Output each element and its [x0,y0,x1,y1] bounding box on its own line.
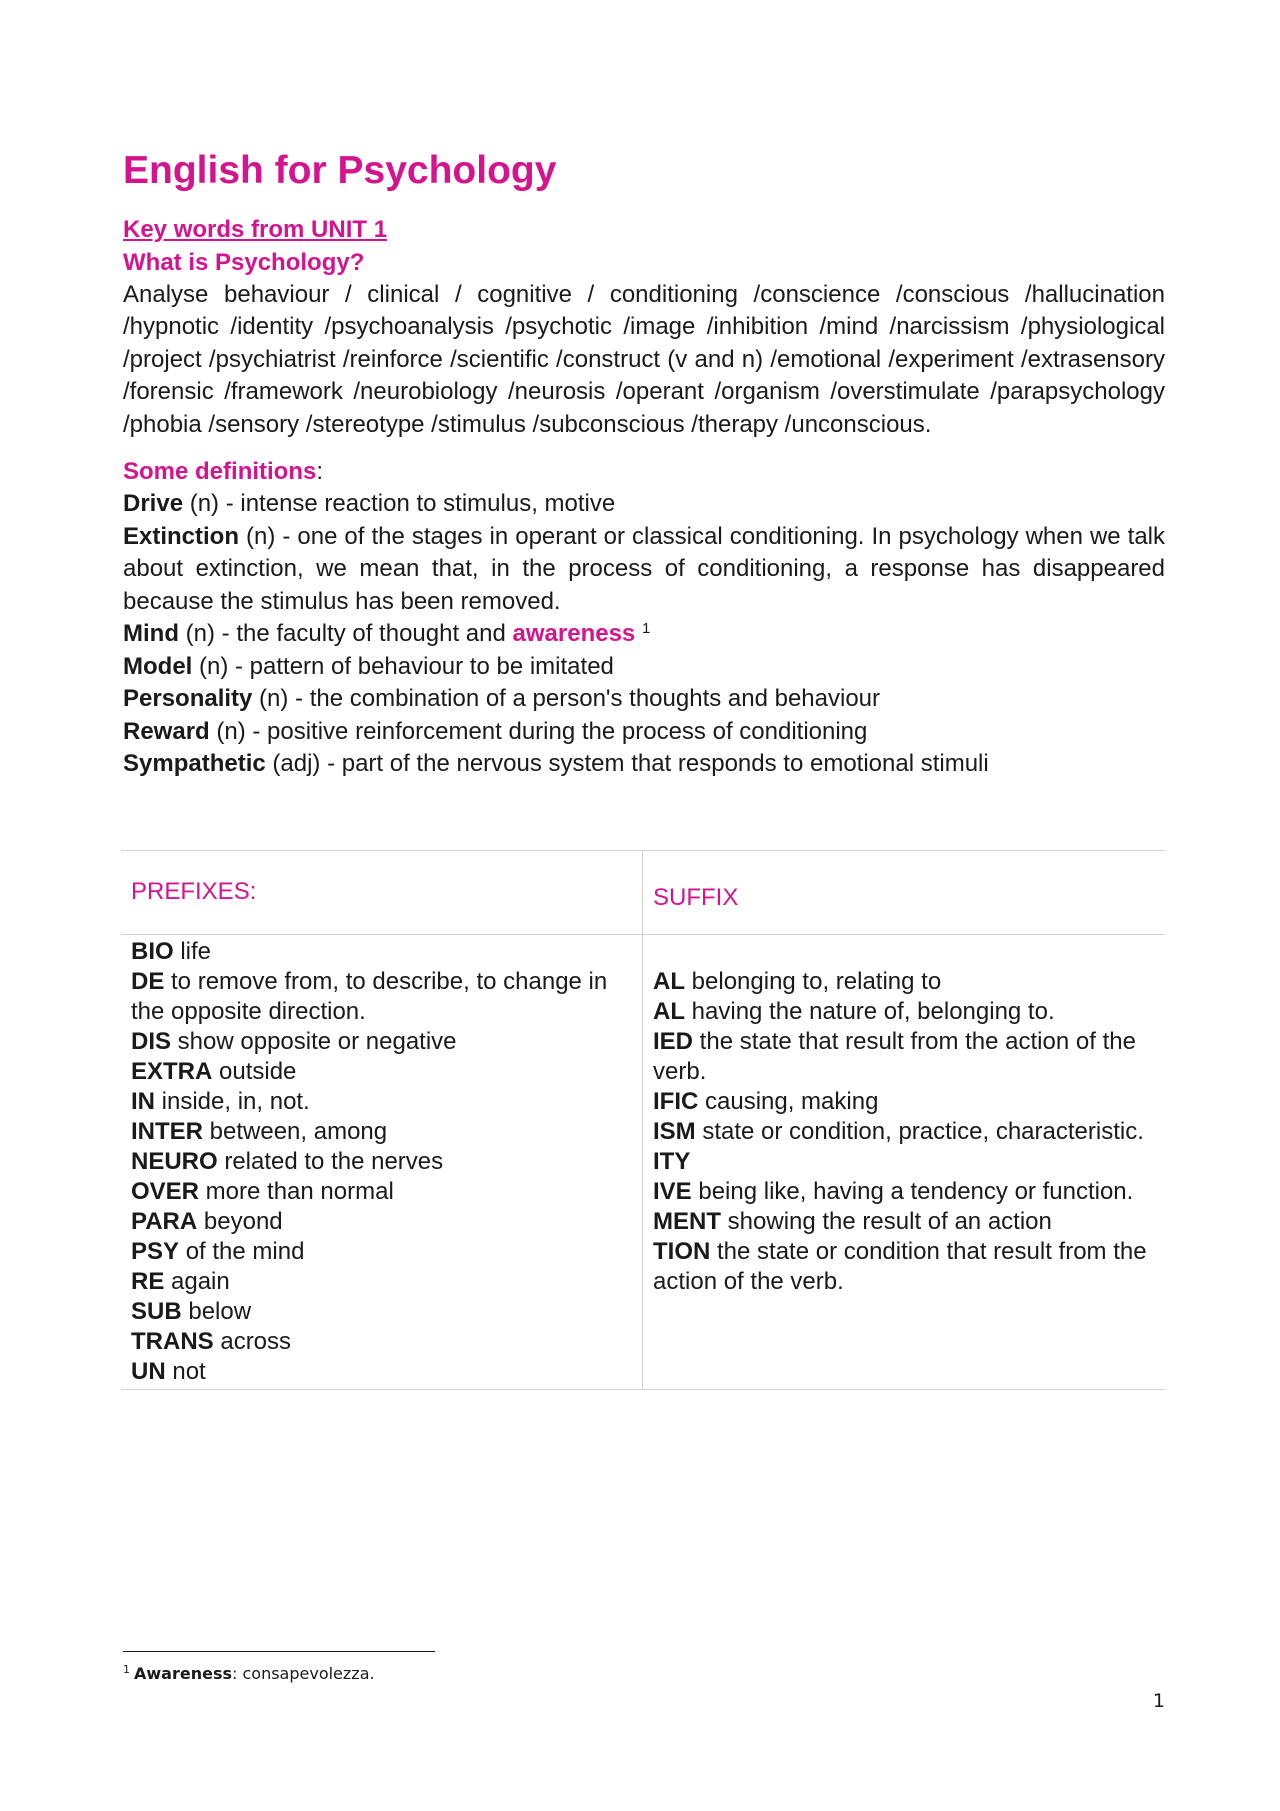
definition-term: Mind [123,620,179,648]
prefixes-cell [121,935,643,1390]
prefix-meaning: not [165,1358,206,1385]
suffix-key: AL [653,968,685,995]
suffix-meaning: belonging to, relating to [685,968,942,995]
prefix-key: RE [131,1268,165,1295]
awareness-highlight: awareness [512,620,636,648]
prefix-meaning: beyond [197,1208,283,1235]
definition-text: (n) - one of the stages in operant or classical conditioning. In psychology when we talk about extinction, we mean that, in the process of conditioning, a response has disappeared because the stimulus has been removed. [123,522,1165,615]
prefix-key: DIS [131,1028,172,1055]
definition-item [123,651,1165,684]
prefix-key: NEURO [131,1148,218,1175]
definitions-heading: Some definitions [123,458,317,486]
definition-item [123,748,1165,781]
prefix-key: EXTRA [131,1058,213,1085]
definition-term: Sympathetic [123,750,266,778]
affix-table-body-row [121,935,1165,1390]
prefix-meaning: below [181,1298,252,1325]
footnote-separator [123,1651,435,1652]
prefix-item [131,1057,632,1087]
prefix-meaning: related to the nerves [217,1148,444,1175]
prefix-key: OVER [131,1178,200,1205]
suffix-key: ISM [653,1118,696,1145]
prefix-item [131,1327,632,1357]
suffix-list [653,937,1155,1297]
prefix-meaning: life [173,938,212,965]
suffix-key: IFIC [653,1088,699,1115]
suffix-key: IVE [653,1178,692,1205]
prefix-item [131,1087,632,1117]
suffix-item [653,1027,1155,1087]
suffix-meaning: causing, making [698,1088,879,1115]
definition-item [123,716,1165,749]
definition-term: Drive [123,490,184,518]
definition-term: Personality [123,685,253,713]
definition-text: (n) - positive reinforcement during the process of conditioning [209,717,868,745]
suffix-item [653,1237,1155,1297]
prefix-meaning: show opposite or negative [171,1028,457,1055]
prefix-meaning: inside, in, not. [155,1088,310,1115]
definitions-colon: : [316,458,324,486]
suffix-key: TION [653,1238,711,1265]
prefix-meaning: of the mind [179,1238,305,1265]
suffix-meaning: having the nature of, belonging to. [685,998,1055,1025]
page-title: English for Psychology [123,149,557,192]
prefix-item [131,1297,632,1327]
prefix-meaning: again [164,1268,230,1295]
suffix-item [653,1117,1155,1147]
footnote-number: 1 [123,1663,130,1676]
suffix-cell [643,935,1166,1390]
key-words-text: Analyse behaviour / clinical / cognitive / conditioning /conscience /conscious /hallucination /hypnotic /identity /psychoanalysis /psychotic /image /inhibition /mind /narcissism /physiological /project /psychiatrist /reinforce /scientific /construct (v and n) /emotional /experiment /extrasensory /forensic /framework /neurobiology /neurosis /operant /organism /overstimulate /parapsychology /phobia /sensory /stereotype /stimulus /subconscious /therapy /unconscious. [123,280,1165,438]
prefix-item [131,1357,632,1387]
prefix-list [131,937,632,1387]
suffix-item [653,967,1155,997]
prefix-key: PARA [131,1208,198,1235]
suffix-key: AL [653,998,685,1025]
suffix-meaning: showing the result of an action [721,1208,1052,1235]
definition-term: Reward [123,717,210,745]
definitions-heading-line [123,455,1165,488]
definition-text: (n) - intense reaction to stimulus, motive [183,490,616,518]
definition-text: (adj) - part of the nervous system that responds to emotional stimuli [265,750,989,778]
footnote [123,1664,375,1683]
prefix-key: BIO [131,938,174,965]
prefix-item [131,967,632,1027]
prefix-meaning: more than normal [199,1178,394,1205]
prefix-meaning: to remove from, to describe, to change in the opposite direction. [131,968,608,1025]
document-page [123,148,1165,1385]
key-words-heading: Key words from UNIT 1 [123,215,388,243]
prefix-key: UN [131,1358,166,1385]
definition-text: (n) - pattern of behaviour to be imitated [192,652,614,680]
affix-table-header-row [121,851,1165,935]
suffix-key: IED [653,1028,694,1055]
prefix-key: DE [131,968,165,995]
prefix-item [131,1147,632,1177]
prefix-item [131,1237,632,1267]
suffix-item [653,1177,1155,1207]
suffix-key: MENT [653,1208,721,1235]
definition-item [123,488,1165,521]
suffix-header: SUFFIX [643,851,1166,935]
prefix-key: IN [131,1088,155,1115]
suffix-key: ITY [653,1148,691,1175]
definition-item [123,618,1165,651]
prefix-item [131,1027,632,1057]
prefix-key: SUB [131,1298,182,1325]
suffix-meaning: being like, having a tendency or function. [691,1178,1134,1205]
prefix-meaning: across [213,1328,292,1355]
suffix-meaning: state or condition, practice, characteristic. [695,1118,1144,1145]
page-number: 1 [1152,1690,1165,1712]
footnote-reference[interactable]: 1 [641,620,651,638]
suffix-meaning: the state or condition that result from the action of the verb. [653,1238,1147,1295]
definition-text: (n) - the faculty of thought and [178,620,513,648]
prefix-meaning: between, among [203,1118,388,1145]
what-is-heading: What is Psychology? [123,248,365,276]
footnote-text: : consapevolezza. [232,1664,375,1683]
prefixes-header: PREFIXES: [121,851,643,935]
footnote-term: Awareness [134,1664,232,1683]
suffix-item [653,1147,1155,1177]
prefix-meaning: outside [212,1058,297,1085]
prefix-key: PSY [131,1238,180,1265]
definition-text: (n) - the combination of a person's thoughts and behaviour [252,685,881,713]
prefix-item [131,1267,632,1297]
prefix-key: TRANS [131,1328,214,1355]
definition-item [123,521,1165,619]
prefix-key: INTER [131,1118,203,1145]
definition-term: Model [123,652,193,680]
prefix-item [131,1117,632,1147]
prefix-item [131,937,632,967]
prefix-item [131,1177,632,1207]
affix-table [121,850,1165,1390]
definition-term: Extinction [123,522,240,550]
suffix-item [653,1087,1155,1117]
suffix-meaning: the state that result from the action of the verb. [653,1028,1136,1085]
suffix-item [653,1207,1155,1237]
prefix-item [131,1207,632,1237]
definition-item [123,683,1165,716]
suffix-item [653,997,1155,1027]
